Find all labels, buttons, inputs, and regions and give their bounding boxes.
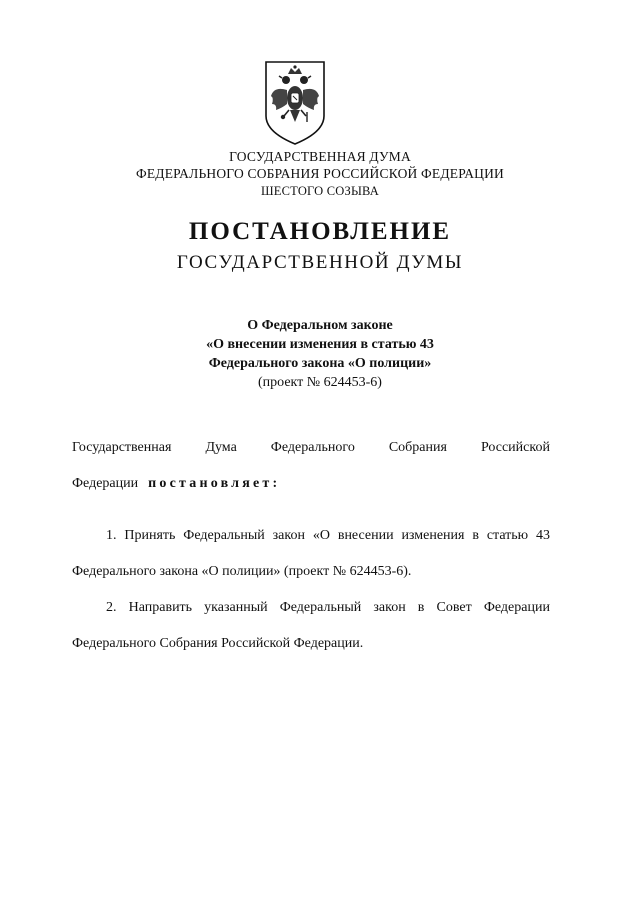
preamble-line-1: [72, 440, 550, 456]
item-word: статью: [486, 528, 529, 543]
item-1-line-2: Федерального закона «О полиции» (проект № 624453-6).: [72, 564, 412, 579]
item-word: 43: [536, 528, 550, 543]
item-word: Федерации: [483, 600, 550, 615]
item-word: внесении: [337, 528, 394, 543]
item-word: закон: [373, 600, 406, 615]
resolves-word: постановляет:: [148, 476, 281, 491]
item-word: Совет: [436, 600, 472, 615]
preamble-word: Федерального: [270, 440, 355, 455]
item-word: 2.: [106, 600, 117, 615]
item-word: в: [417, 600, 425, 615]
item-word: 1.: [106, 528, 117, 543]
item-word: изменения: [401, 528, 465, 543]
law-title-line-2: «О внесении изменения в статью 43: [206, 337, 434, 352]
header-line-2: ФЕДЕРАЛЬНОГО СОБРАНИЯ РОССИЙСКОЙ ФЕДЕРАЦИИ: [136, 166, 504, 181]
preamble-word: Российской: [480, 440, 550, 455]
item-word: Направить: [128, 600, 193, 615]
preamble-federation: Федерации: [72, 476, 139, 491]
item-word: «О: [312, 528, 330, 543]
item-word: в: [472, 528, 479, 543]
header-line-3: ШЕСТОГО СОЗЫВА: [260, 184, 380, 198]
item-word: Федеральный: [279, 600, 362, 615]
item-word: Принять: [124, 528, 176, 543]
item-word: Федеральный: [183, 528, 265, 543]
coat-of-arms-icon: [262, 60, 328, 146]
header-line-1: ГОСУДАРСТВЕННАЯ ДУМА: [229, 149, 411, 164]
law-project-number: (проект № 624453-6): [258, 375, 382, 390]
preamble-word: Государственная: [72, 440, 172, 455]
document-subtitle: ГОСУДАРСТВЕННОЙ ДУМЫ: [176, 252, 464, 273]
law-title-line-3: Федерального закона «О полиции»: [208, 356, 432, 371]
preamble-word: Дума: [205, 440, 237, 455]
item-2-line-2: Федерального Собрания Российской Федерации.: [72, 636, 364, 651]
item-1-line-1: [106, 528, 550, 544]
preamble-word: Собрания: [388, 440, 447, 455]
law-title-line-1: О Федеральном законе: [247, 318, 393, 333]
item-word: указанный: [204, 600, 268, 615]
item-word: закон: [272, 528, 305, 543]
preamble-line-2: [72, 476, 280, 492]
item-2-line-1: [106, 600, 550, 616]
document-title: ПОСТАНОВЛЕНИЕ: [188, 218, 452, 245]
